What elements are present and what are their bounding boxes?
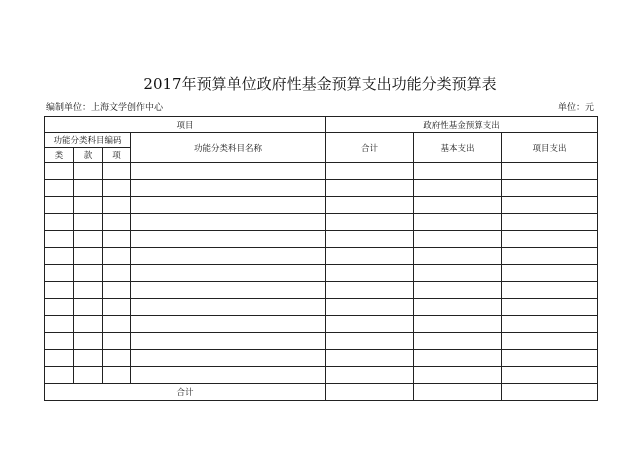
table-row — [45, 265, 598, 282]
unit-label: 单位：元 — [557, 103, 594, 113]
table-cell — [414, 265, 502, 282]
table-cell — [74, 197, 103, 214]
table-cell — [103, 231, 131, 248]
table-cell — [103, 248, 131, 265]
total-label: 合计 — [45, 384, 326, 401]
table-cell — [502, 248, 598, 265]
table-cell — [131, 282, 326, 299]
table-cell — [103, 197, 131, 214]
table-cell — [45, 248, 74, 265]
table-cell — [103, 367, 131, 384]
table-cell — [131, 214, 326, 231]
table-row — [45, 197, 598, 214]
page-title: 2017年预算单位政府性基金预算支出功能分类预算表 — [143, 75, 497, 93]
header-gov-fund: 政府性基金预算支出 — [326, 117, 598, 133]
table-cell — [414, 367, 502, 384]
table-cell — [326, 350, 414, 367]
table-cell — [45, 282, 74, 299]
table-row — [45, 316, 598, 333]
table-cell — [74, 180, 103, 197]
table-cell — [74, 248, 103, 265]
header-total: 合计 — [326, 133, 414, 163]
table-row — [45, 299, 598, 316]
header-code: 功能分类科目编码 — [45, 133, 131, 148]
total-cell — [414, 384, 502, 401]
table-cell — [414, 180, 502, 197]
table-cell — [326, 197, 414, 214]
table-cell — [502, 231, 598, 248]
table-cell — [74, 214, 103, 231]
table-cell — [103, 350, 131, 367]
header-basic: 基本支出 — [414, 133, 502, 163]
table-cell — [131, 333, 326, 350]
table-cell — [45, 265, 74, 282]
header-name: 功能分类科目名称 — [131, 133, 326, 163]
table-body — [45, 163, 598, 384]
table-row — [45, 214, 598, 231]
table-cell — [45, 350, 74, 367]
header-row-1 — [45, 117, 598, 133]
table-cell — [502, 265, 598, 282]
table-row — [45, 350, 598, 367]
header-code-kuan: 款 — [74, 148, 103, 163]
table-cell — [131, 197, 326, 214]
table-cell — [45, 180, 74, 197]
table-cell — [74, 316, 103, 333]
table-cell — [131, 299, 326, 316]
table-cell — [502, 282, 598, 299]
table-cell — [103, 282, 131, 299]
table-cell — [326, 265, 414, 282]
table-cell — [74, 163, 103, 180]
table-cell — [103, 299, 131, 316]
table-row — [45, 367, 598, 384]
table-cell — [45, 163, 74, 180]
table-cell — [502, 163, 598, 180]
org-label: 编制单位：上海文学创作中心 — [46, 103, 164, 113]
table-cell — [502, 299, 598, 316]
table-cell — [326, 231, 414, 248]
table-cell — [45, 231, 74, 248]
table-cell — [502, 367, 598, 384]
table-cell — [414, 350, 502, 367]
table-cell — [131, 180, 326, 197]
table-cell — [414, 316, 502, 333]
header-project: 项目支出 — [502, 133, 598, 163]
header-item: 项目 — [45, 117, 326, 133]
table-row — [45, 333, 598, 350]
table-cell — [74, 282, 103, 299]
table-cell — [131, 316, 326, 333]
table-cell — [74, 333, 103, 350]
table-cell — [414, 248, 502, 265]
table-cell — [131, 265, 326, 282]
table-row — [45, 231, 598, 248]
table-cell — [326, 316, 414, 333]
table-cell — [414, 163, 502, 180]
table-cell — [45, 367, 74, 384]
table-cell — [414, 282, 502, 299]
table-row — [45, 282, 598, 299]
table-cell — [414, 299, 502, 316]
table-cell — [103, 163, 131, 180]
table-cell — [414, 197, 502, 214]
table-cell — [45, 299, 74, 316]
table-cell — [74, 350, 103, 367]
table-cell — [326, 333, 414, 350]
table-cell — [103, 316, 131, 333]
table-cell — [103, 214, 131, 231]
table-cell — [45, 333, 74, 350]
table-cell — [502, 197, 598, 214]
table-cell — [326, 282, 414, 299]
table-cell — [414, 231, 502, 248]
table-cell — [326, 367, 414, 384]
table-row — [45, 180, 598, 197]
table-row — [45, 248, 598, 265]
header-row-2 — [45, 133, 598, 148]
table-cell — [74, 367, 103, 384]
table-cell — [414, 214, 502, 231]
table-cell — [502, 333, 598, 350]
header-code-xiang: 项 — [103, 148, 131, 163]
table-cell — [326, 248, 414, 265]
total-cell — [502, 384, 598, 401]
total-cell — [326, 384, 414, 401]
table-cell — [131, 367, 326, 384]
table-cell — [131, 350, 326, 367]
table-cell — [502, 214, 598, 231]
table-cell — [326, 163, 414, 180]
table-cell — [326, 180, 414, 197]
table-cell — [45, 214, 74, 231]
table-cell — [502, 316, 598, 333]
table-cell — [103, 265, 131, 282]
table-cell — [131, 248, 326, 265]
table-cell — [74, 265, 103, 282]
table-row — [45, 163, 598, 180]
table-cell — [414, 333, 502, 350]
table-cell — [74, 299, 103, 316]
table-cell — [45, 197, 74, 214]
table-cell — [326, 299, 414, 316]
table-cell — [103, 333, 131, 350]
table-cell — [502, 350, 598, 367]
table-cell — [326, 214, 414, 231]
table-cell — [131, 231, 326, 248]
table-cell — [45, 316, 74, 333]
table-cell — [502, 180, 598, 197]
header-code-lei: 类 — [45, 148, 74, 163]
table-cell — [131, 163, 326, 180]
table-cell — [74, 231, 103, 248]
table-cell — [103, 180, 131, 197]
total-row — [45, 384, 598, 401]
budget-table — [44, 116, 598, 401]
